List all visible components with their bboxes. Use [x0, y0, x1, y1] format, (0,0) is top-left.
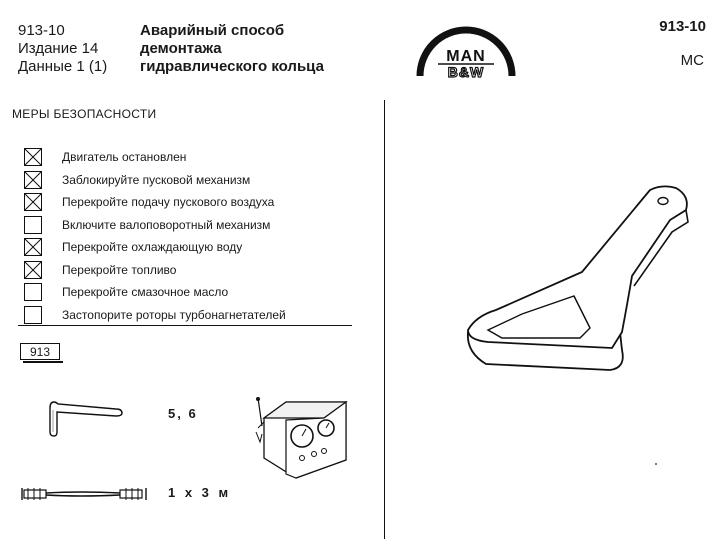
safety-checklist — [24, 146, 286, 326]
edition: Издание 14 — [18, 40, 99, 57]
safety-item-label: Двигатель остановлен — [62, 150, 187, 165]
safety-item — [24, 304, 286, 327]
safety-item-label: Заблокируйте пусковой механизм — [62, 172, 251, 187]
logo-text-bottom: B&W — [447, 64, 485, 80]
doc-number: 913-10 — [18, 22, 65, 39]
safety-item-label: Перекройте охлаждающую воду — [62, 240, 243, 255]
hose-quantity: 1 x 3 м — [168, 485, 232, 500]
engine-series: MC — [680, 52, 704, 69]
safety-title: МЕРЫ БЕЗОПАСНОСТИ — [12, 107, 157, 121]
safety-item — [24, 259, 286, 282]
checkbox[interactable] — [24, 283, 42, 301]
hex-key-icon — [44, 396, 128, 440]
tool-set-badge: 913 — [20, 343, 60, 360]
logo-text-top: MAN — [446, 48, 486, 65]
safety-item-label: Перекройте смазочное масло — [62, 285, 229, 300]
man-bw-logo — [414, 16, 518, 80]
safety-item — [24, 191, 286, 214]
safety-item — [24, 146, 286, 169]
document-info — [18, 22, 107, 76]
spanner-illustration — [462, 180, 702, 380]
column-divider — [384, 100, 385, 539]
title-line: Аварийный способ — [140, 22, 285, 39]
checkbox[interactable] — [24, 261, 42, 279]
checkbox[interactable] — [24, 238, 42, 256]
checkbox[interactable] — [24, 171, 42, 189]
safety-item-label: Застопорите роторы турбонагнетателей — [62, 307, 286, 322]
safety-item — [24, 236, 286, 259]
safety-item — [24, 214, 286, 237]
safety-item-label: Включите валоповоротный механизм — [62, 217, 271, 232]
checkbox[interactable] — [24, 216, 42, 234]
hex-key-sizes: 5, 6 — [168, 406, 198, 421]
checkbox[interactable] — [24, 148, 42, 166]
checkbox[interactable] — [24, 193, 42, 211]
title-line: гидравлического кольца — [140, 58, 324, 75]
data-revision: Данные 1 (1) — [18, 58, 108, 75]
page-code: 913-10 — [659, 18, 706, 35]
safety-item-label: Перекройте подачу пускового воздуха — [62, 195, 275, 210]
safety-item — [24, 281, 286, 304]
high-pressure-hose-icon — [20, 484, 152, 504]
safety-item-label: Перекройте топливо — [62, 262, 177, 277]
hydraulic-pump-icon — [250, 396, 354, 482]
title-line: демонтажа — [140, 40, 222, 57]
page-title — [140, 22, 324, 76]
section-divider — [18, 325, 352, 326]
checkbox[interactable] — [24, 306, 42, 324]
safety-item — [24, 169, 286, 192]
scan-speck — [655, 463, 657, 465]
